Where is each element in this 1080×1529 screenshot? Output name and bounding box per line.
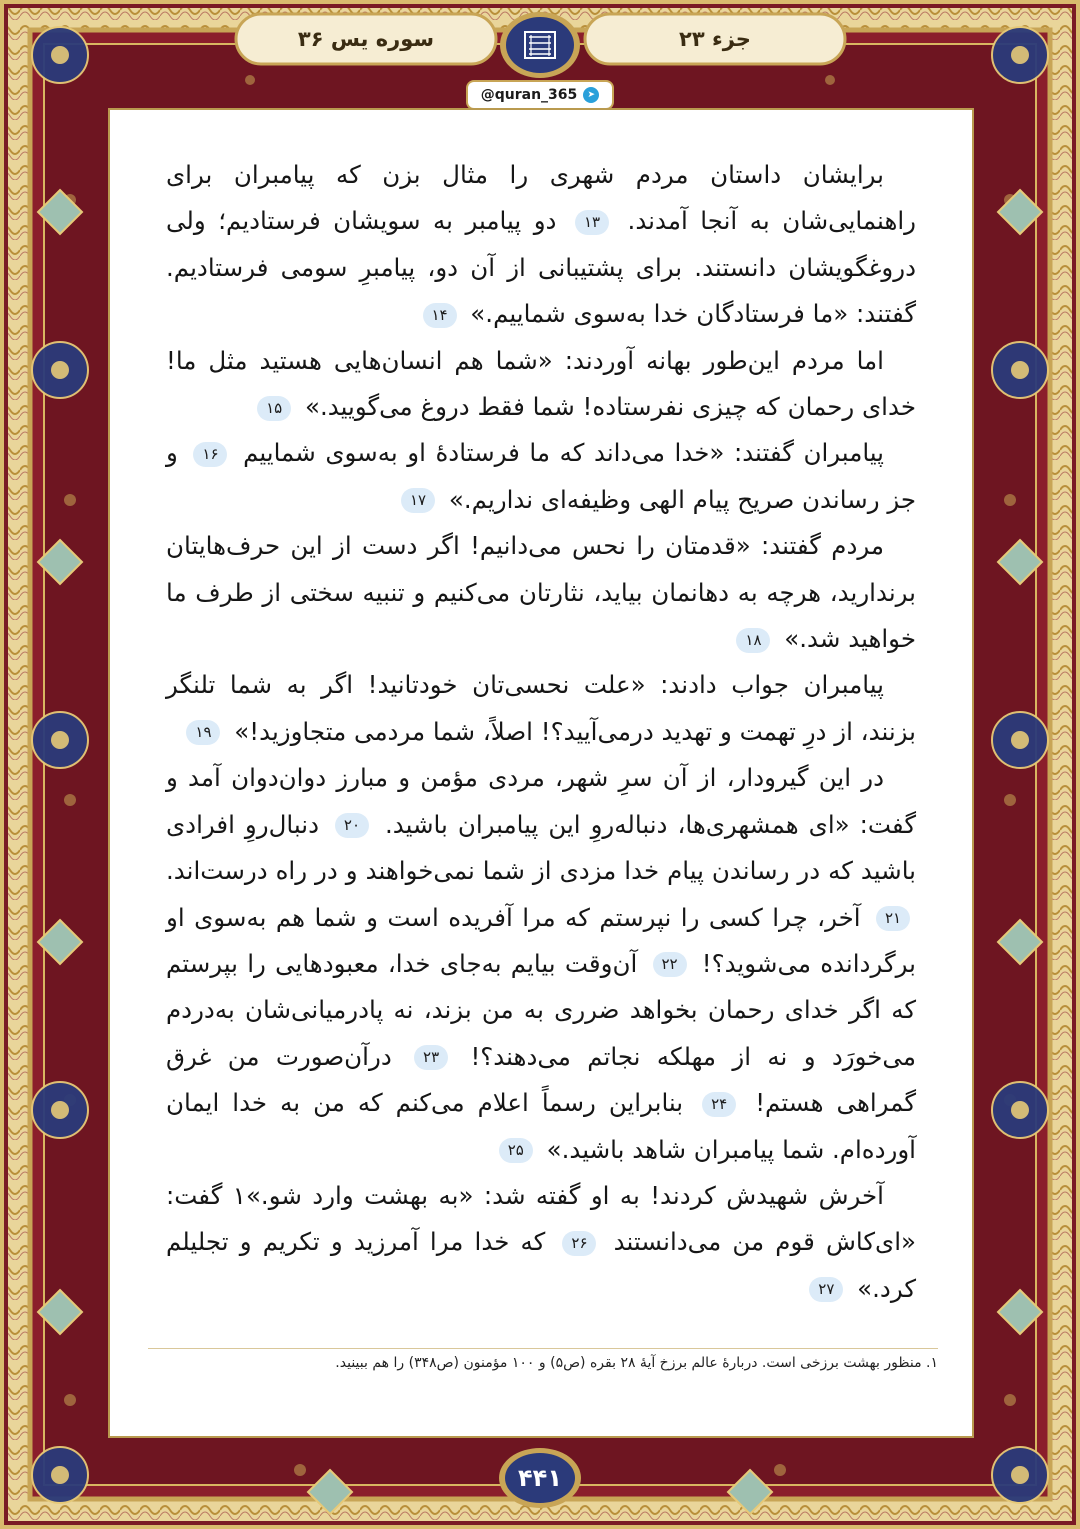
page-number: ۴۴۱ xyxy=(518,1464,562,1492)
juz-title: جزء ۲۳ xyxy=(679,27,751,51)
verse-number-badge: ۱۴ xyxy=(423,303,457,328)
verse-number-badge: ۲۷ xyxy=(809,1277,843,1302)
juz-title-box xyxy=(585,14,845,64)
verse-number-badge: ۲۴ xyxy=(702,1092,736,1117)
verse-text: و جز رساندن صریح پیام الهی وظیفه‌ای نداریم.» xyxy=(166,438,916,514)
footnote: ١. منظور بهشت برزخی است. دربارهٔ عالم برزخ آیهٔ ۲۸ بقره (ص۵) و ۱۰۰ مؤمنون (ص۳۴۸) را هم ببینید. xyxy=(148,1348,938,1371)
verse-text: پیامبران جواب دادند: «علت نحسی‌تان خودتانید! اگر به شما تلنگر بزنند، از درِ تهمت و تهدید درمی‌آیید؟! اصلاً، شما مردمی متجاوزید!» xyxy=(166,670,916,746)
verse-text: بنابراین رسماً اعلام می‌کنم که من به خدا ایمان آورده‌ام. شما پیامبران شاهد باشید.» xyxy=(166,1088,916,1164)
surah-title: سوره یس ۳۶ xyxy=(297,27,435,51)
verse-text: برایشان داستان مردم شهری را مثال بزن که پیامبران برای راهنمایی‌شان به آنجا آمدند. xyxy=(166,160,917,236)
text-panel xyxy=(108,108,974,1438)
verse-number-badge: ۲۳ xyxy=(414,1045,448,1070)
verse-text: دنبال‌روِ افرادی باشید که در رساندن پیام خدا مزدی از شما نمی‌خواهند و در راه درست‌اند. xyxy=(166,809,916,886)
telegram-icon: ➤ xyxy=(583,87,599,103)
verse-number-badge: ۱۹ xyxy=(186,720,220,745)
calligraphy-emblem-icon xyxy=(497,10,583,80)
verse-number-badge: ۱۳ xyxy=(575,210,609,235)
verse-number-badge: ۱۷ xyxy=(401,488,435,513)
verse-text: که خدا مرا آمرزید و تکریم و تجلیلم کرد.» xyxy=(166,1227,916,1303)
verse-text: اما مردم این‌طور بهانه آوردند: «شما هم انسان‌هایی هستید مثل ما! خدای رحمان که چیزی نفرستاده! شما فقط دروغ می‌گویید.» xyxy=(166,345,916,422)
verse-text: پیامبران گفتند: «خدا می‌داند که ما فرستادهٔ او به‌سوی شماییم xyxy=(243,438,885,468)
verse-paragraph xyxy=(166,662,916,755)
verse-number-badge: ۲۶ xyxy=(562,1231,596,1256)
verse-number-badge: ۱۸ xyxy=(736,628,770,653)
verse-text: آخر، چرا کسی را نپرستم که مرا آفریده است و شما هم به‌سوی او برگردانده می‌شوید؟! xyxy=(166,902,916,978)
verse-number-badge: ۱۶ xyxy=(193,442,227,467)
verse-number-badge: ۲۲ xyxy=(653,952,687,977)
verse-paragraph xyxy=(166,755,916,1173)
verse-number-badge: ۲۵ xyxy=(499,1138,533,1163)
verse-paragraph xyxy=(166,338,916,431)
verse-number-badge: ۱۵ xyxy=(257,396,291,421)
verse-text: مردم گفتند: «قدمتان را نحس می‌دانیم! اگر دست از این حرف‌هایتان برندارید، هرچه به دهانمان بیاید، نثارتان می‌کنیم و تنبیه سختی از طرف ما خواهید شد.» xyxy=(166,531,916,654)
verse-paragraph xyxy=(166,523,916,662)
verse-number-badge: ۲۰ xyxy=(335,813,369,838)
verse-text: در این گیرودار، از آن سرِ شهر، مردی مؤمن و مبارز دوان‌دوان آمد و گفت: «ای همشهری‌ها، دنباله‌روِ این پیامبران باشید. xyxy=(166,763,916,839)
verse-text-block xyxy=(166,152,916,1312)
page-number-medallion xyxy=(497,1446,583,1510)
watermark-handle: @quran_365 xyxy=(480,87,578,103)
verse-text: درآن‌صورت من غرق گمراهی هستم! xyxy=(166,1041,917,1118)
watermark-badge xyxy=(468,82,612,108)
verse-paragraph xyxy=(166,1173,916,1312)
verse-paragraph xyxy=(166,430,916,523)
verse-text: دو پیامبر به سویشان فرستادیم؛ ولی دروغگویشان دانستند. برای پشتیبانی از آن دو، پیامبرِ سومی فرستادیم. گفتند: «ما فرستادگان خدا به‌سوی شماییم.» xyxy=(166,206,916,329)
verse-paragraph xyxy=(166,152,916,338)
verse-text: آن‌وقت بیایم به‌جای خدا، معبودهایی را بپرستم که اگر خدای رحمان بخواهد ضرری به من بزند، نه پادرمیانی‌شان به‌دردم می‌خورَد و نه از مهلکه نجاتم می‌دهند؟! xyxy=(166,948,916,1071)
verse-number-badge: ۲۱ xyxy=(876,906,910,931)
verse-text: آخرش شهیدش کردند! به او گفته شد: «به بهشت وارد شو.»١ گفت: «ای‌کاش قوم من می‌دانستند xyxy=(166,1180,916,1257)
surah-title-box xyxy=(236,14,496,64)
